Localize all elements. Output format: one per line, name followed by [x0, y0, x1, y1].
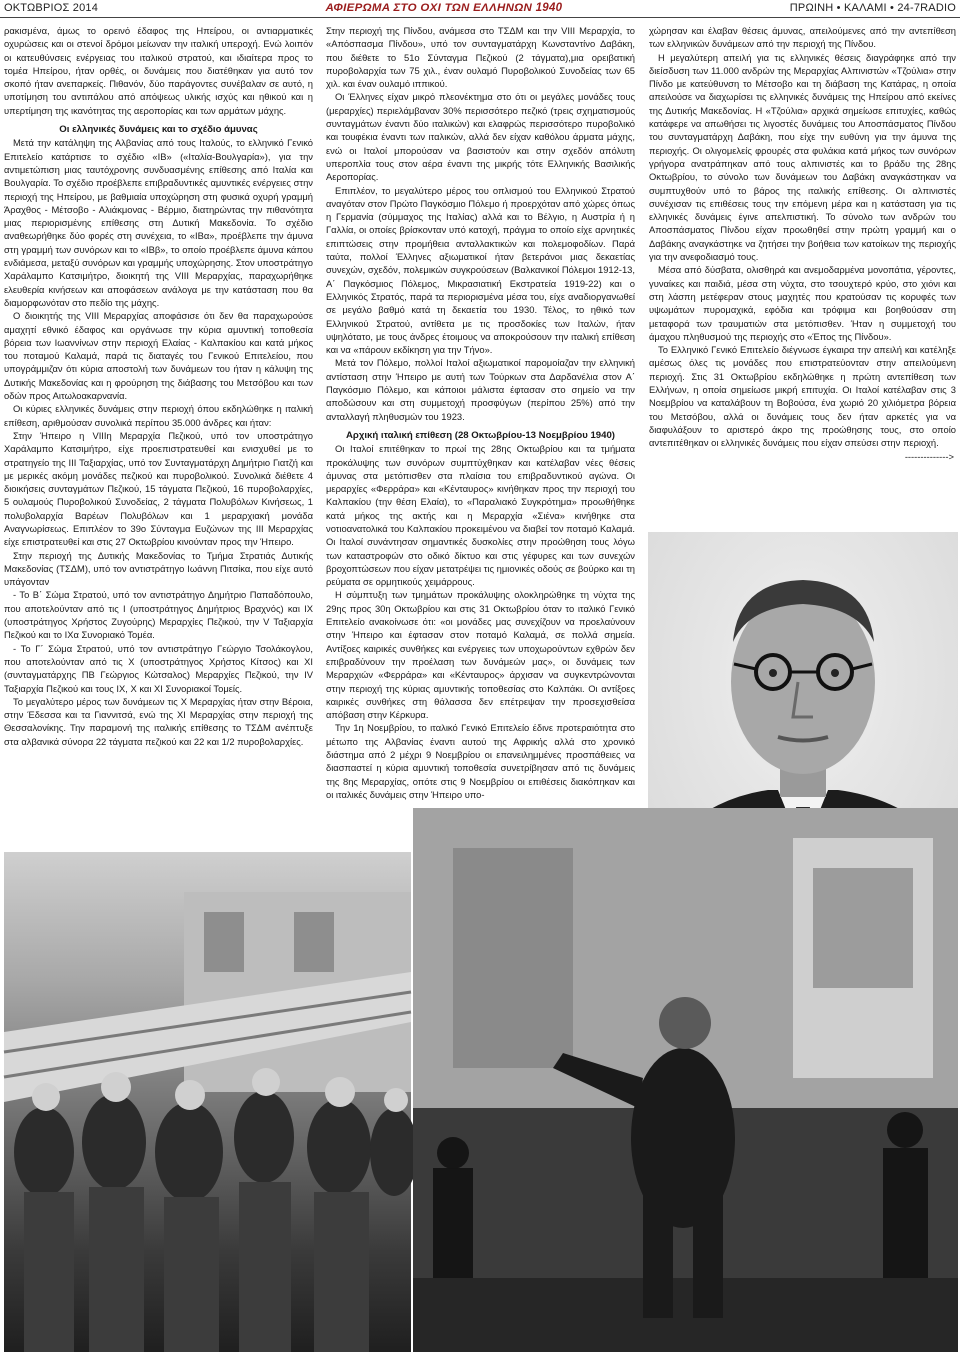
paragraph: Μέσα από δύσβατα, ολισθηρά και ανεμοδαρμένα μονοπάτια, γέροντες, γυναίκες και παιδιά, μέσα στη νύχτα, στο τσουχτερό κρύο, στο χιόνι και στη λάσπη μετέφεραν στους μαχητές που κρατούσαν τις κορυφές των υψωμάτων πυρομαχικά, εφόδια και τρόφιμα και βοηθούσαν στη μεταφορά των τραυματιών στα μετόπισθεν. Ήταν η συμμετοχή του άμαχου πληθυσμού της περιοχής στο «Έπος της Πίνδου».: [649, 264, 956, 342]
paragraph: Στην περιοχή της Πίνδου, ανάμεσα στο ΤΣΔΜ και την VIII Μεραρχία, το «Απόσπασμα Πίνδου», υπό τον συνταγματάρχη Κωνσταντίνο Δαβάκη, που διέθετε το 51ο Σύνταγμα Πεζικού (2 τάγματα),μια ορειβατική πυροβολαρχία των 75 χιλ., έναν ουλαμό Πυροβολικού Συνοδείας των 65 χιλ. και έναν ουλαμό ιππικού.: [326, 25, 635, 90]
paragraph: ρακισμένα, άμως το ορεινό έδαφος της Ηπείρου, οι αντιαρματικές οχυρώσεις και οι στενοί δρόμοι μείωναν την ιταλική υπεροχή. Ενώ λοιπόν οι κατευθύνσεις ενέργειας του ιταλικού στρατού, και ιδιαίτερα προς το τομέα Ηπείρου, ήταν ορθές, οι δυνάμεις που διατέθηκαν για αυτό τον σκοπό ήταν ανεπαρκείς. Πιθανόν, δύο παράγοντες συνέβαλαν σε αυτό, η υποτίμηση του αντιπάλου από απόψεως υλικής ισχύς και ηθικού και η υπερτίμηση της ικανότητας της αεροπορίας και των αρμάτων μάχης.: [4, 25, 313, 116]
section-heading: Αρχική ιταλική επίθεση (28 Οκτωβρίου-13 Νοεμβρίου 1940): [346, 429, 615, 441]
paragraph: Το μεγαλύτερο μέρος των δυνάμεων τις Χ Μεραρχίας ήταν στην Βέροια, στην Έδεσσα και τα Γιαννιτσά, ενώ της ΧΙ Μεραρχίας στην περιοχή της Θεσσαλονίκης. Την παραμονή της ιταλικής επίθεσης το ΤΣΔΜ ανέπτυξε στα αλβανικά σύνορα 22 τάγματα πεζικού και 22 και 1/2 πυροβολαρχίες.: [4, 695, 313, 747]
paragraph: Μετά τον Πόλεμο, πολλοί Ιταλοί αξιωματικοί παρομοίαζαν την ελληνική αντίσταση στην Ήπειρο με αυτή των Τούρκων στα Δαρδανέλια στον Α΄ Παγκόσμιο Πόλεμο, και κάποιοι μάλιστα έφτασαν στο σημείο να την αποδώσουν και στη συμμετοχή προσφύγων (περίπου 25%) από την ανταλλαγή πληθυσμών του 1923.: [326, 357, 635, 422]
paragraph: Οι Έλληνες είχαν μικρό πλεονέκτημα στο ότι οι μεγάλες μονάδες τους (μεραρχίες) περιελάμβαναν 30% περισσότερο πεζικό (τρεις σχηματισμούς συνταγμάτων έναντι δύο ιταλικών) και ελαφρώς περισσότερο πυροβολικό και τουφέκια έναντι των ιταλικών, αλλά δεν είχαν καθόλου άρματα μάχης, ενώ οι Ιταλοί μπορούσαν να βασιστούν και στην σχεδόν απόλυτη υπεροπλία τους στον αέρα έναντι της μικρής τότε Ελληνικής Βασιλικής Αεροπορίας.: [326, 91, 635, 183]
paragraph: Οι Ιταλοί επιτέθηκαν το πρωί της 28ης Οκτωβρίου και τα τμήματα προκάλυψης των συνόρων συμπτύχθηκαν και κατέλαβαν νέες θέσεις άμυνας στα μετόπισθεν στα πλαίσια του επιβραδυντικού αγώνα. Οι μεραρχίες «Φερράρα» και «Κένταυρος» κινήθηκαν προς την περιοχή του Καλπακίου (την θέση Ελαία), το «Παραλιακό Συγκρότημα» προωθήθηκε κατά μήκος της ακτής και η Μεραρχία «Σιένα» κινήθηκε στα νοτιοανατολικά του Καλπακίου προκειμένου να διαβεί τον ποταμό Καλαμά. Οι Ιταλοί συνάντησαν σημαντικές δυσκολίες στην προώθηση τους λόγω των καταστροφών στο οδικό δίκτυο και στις γέφυρες και των συνεχών βροχοπτώσεων που είχαν μετατρέψει τις ημιονικές οδούς σε βούρκο και τη ρεύματα σε ορμητικούς χειμάρρους.: [326, 443, 635, 588]
paragraph: Στην Ήπειρο η VIIIη Μεραρχία Πεζικού, υπό τον υποστράτηγο Χαράλαμπο Κατσιμήτρο, είχε προεπιστρατευθεί και ενισχυθεί με το στρατηγείο της ΙΙΙ Ταξιαρχίας, υπό τον Συνταγματάρχη Δημήτριο Γιατζή και με μερικές ακόμη μονάδες πεζικού και πυροβολικού. Συνολικά διέθετε 4 διοικήσεις συνταγμάτων Πεζικού, 15 τάγματα Πεζικού, 16 πυροβολαρχίες, 5 ουλαμούς Πυροβολικού Συνοδείας, 2 τάγματα Πολυβόλων Κινήσεως, 1 πολυβολαρχία Βαρέων Πολυβόλων και 1 μεραρχιακή μονάδα Αναγνωρίσεως. Επιπλέον το 39ο Σύνταγμα Ευζώνων της ΙΙΙ Μεραρχίας είχε επιστρατευθεί και στις 27 Οκτωβρίου κινούνταν προς την Ήπειρο.: [4, 429, 313, 548]
paragraph: χώρησαν και έλαβαν θέσεις άμυνας, απειλούμενες από την αντεπίθεση των ελληνικών δυνάμεων από την περιοχή της Πίνδου.: [649, 25, 956, 50]
soldiers-photo: [4, 852, 411, 1352]
speech-photo: [413, 808, 958, 1352]
issue-date: ΟΚΤΩΒΡΙΟΣ 2014: [4, 1, 99, 14]
article-column-2: [326, 24, 635, 800]
paragraph: Στην περιοχή της Δυτικής Μακεδονίας το Τμήμα Στρατιάς Δυτικής Μακεδονίας (ΤΣΔΜ), υπό τον αντιστράτηγο Ιωάννη Πιτσίκα, που είχε αυτό υπάγονταν: [4, 549, 313, 588]
paragraph: Η σύμπτυξη των τμημάτων προκάλυψης ολοκληρώθηκε τη νύχτα της 29ης προς 30η Οκτωβρίου και στις 31 Οκτωβρίου όταν το ιταλικό Γενικό Επιτελείο ανακοίνωσε ότι: «οι μονάδες μας συνεχίζουν να προελαύνουν στην Ήπειρο και έφτασαν στον ποταμό Καλαμά, σε πολλά σημεία. Αντίξοες καιρικές συνθήκες και ενέργειες των υποχωρούντων εχθρών δεν επιβραδύνουν την προέλαση των δυνάμεών μας», οι δυνάμεις των Μεραρχιών «Φερράρα» και «Κένταυρος» άρχισαν να συγκεντρώνονται στην περιοχή της κύριας αμυντικής τοποθεσίας στο Καλπάκι. Οι αντίξοες καιρικές συνθήκες στη θάλασσα δεν επέτρεψαν την προσεχισθείσα απόβαση στην Κέρκυρα.: [326, 589, 635, 721]
speech-illustration: [413, 808, 958, 1352]
publication-name: ΠΡΩΙΝΗ • ΚΑΛΑΜΙ • 24-7RADIO: [789, 1, 956, 14]
article-column-3: [649, 24, 956, 534]
soldiers-illustration: [4, 852, 411, 1352]
paragraph: Οι κύριες ελληνικές δυνάμεις στην περιοχή όπου εκδηλώθηκε η ιταλική επίθεση, αριθμούσαν συνολικά περίπου 35.000 άνδρες και ήταν:: [4, 403, 313, 428]
continuation-arrow: -------------->: [904, 450, 954, 462]
paragraph: Ο διοικητής της VIII Μεραρχίας αποφάσισε ότι δεν θα παραχωρούσε αμαχητί εθνικό έδαφος και οργάνωσε την κύρια αμυντική τοποθεσία βόρεια των Ιωαννίνων στην περιοχή Ελαίας - Καλπακίου και κατά μήκος του ποταμού Καλαμά, παρά τις διαταγές του Γενικού Επιτελείου, που υπογράμμιζαν ότι κύρια αποστολή των δυνάμεων του ήταν η κάλυψη της Δυτικής Μακεδονίας και η φρούρηση της διάβασης του Μετσόβου και των οδών προς Αιτωλοακαρνανία.: [4, 310, 313, 402]
article-column-1: [4, 24, 313, 864]
section-title: ΑΦΙΕΡΩΜΑ ΣΤΟ ΟΧΙ ΤΩΝ ΕΛΛΗΝΩΝ 1940: [325, 1, 563, 14]
section-heading: Οι ελληνικές δυνάμεις και το σχέδιο άμυνας: [59, 124, 258, 136]
paragraph: - Το Γ΄ Σώμα Στρατού, υπό τον αντιστράτηγο Γεώργιο Τσολάκογλου, που αποτελούνταν από τις Χ (υποστράτηγος Χρήστος Κίτσος) και ΧΙ (συνταγματάρχης ΠΒ Γεώργιος Κώτσαλος) Μεραρχίες Πεζικού, την IV Ταξιαρχία Πεζικού και τους ΙΧ, Χ και ΧΙ Συνοριακοί Τομείς.: [4, 642, 313, 694]
paragraph: Το Ελληνικό Γενικό Επιτελείο διέγνωσε έγκαιρα την απειλή και κατέληξε αμέσως όλες τις μονάδες που επιστρατεύονταν στην απειλούμενη περιοχή. Στις 31 Οκτωβρίου εκδηλώθηκε η πρώτη αντεπίθεση των Ελλήνων, η οποία σημείωσε μικρή επιτυχία. Οι Ιταλοί κατέλαβαν στις 3 Νοεμβρίου να καταλάβουν τη Βοβούσα, ένα χωριό 20 χιλιόμετρα βόρεια του Μετσόβου, αλλά οι δυνάμεις τους δεν ήταν αρκετές για να διαφυλάξουν το αριστερό άκρο της προώθησης τους, στο οποίο αντεπιτέθηκαν οι ελληνικές δυνάμεις που είχαν σπεύσει στην περιοχή.: [649, 344, 956, 449]
page-header: [0, 0, 960, 18]
paragraph: Η μεγαλύτερη απειλή για τις ελληνικές θέσεις διαγράφηκε από την διείσδυση των 11.000 ανδρών της Μεραρχίας Αλπινιστών «Τζούλια» στην Πίνδο με κατεύθυνση το Μέτσοβο και τη διάβαση της Κατάρας, η οποία απειλούσε να διαχωρίσει τις ελληνικές δυνάμεις της Ηπείρου από εκείνες της Δυτικής Μακεδονίας. Η «Τζούλια» αρχικά σημείωσε επιτυχίες, καθώς κατάφερε να απωθήσει τις λιγοστές δυνάμεις του Αποσπάσματος Πίνδου του συνταγματάρχη Δαβάκη, που είχε την ευθύνη για την άμυνα της περιοχής. Οι ολιγομελείς φρουρές στα φυλάκια κατά μήκος των συνόρων γρήγορα ανατράπηκαν από τους αλπινιστές και το βράδυ της 28ης Οκτωβρίου, το σύνολο των δυνάμεων του Δαβάκη αναγκάστηκαν να συμπτυχθούν υπό το βάρος της ιταλικής επίθεσης. Οι αλπινιστές συνέχισαν τις επιθέσεις τους την επόμενη μέρα και η κατάσταση για τις ελληνικές δυνάμεις έγινε απελπιστική. Το σύνολο των ανδρών του Αποσπάσματος Πίνδου είχαν προωθηθεί στην πρώτη γραμμή και ο Δαβάκης αναγκάστηκε να ζητήσει την βοήθεια των κατοίκων της περιοχής για την ανεφοδιασμό τους.: [649, 51, 956, 263]
paragraph: Επιπλέον, το μεγαλύτερο μέρος του οπλισμού του Ελληνικού Στρατού αναγόταν στον Πρώτο Παγκόσμιο Πόλεμο ή προερχόταν από χώρες όπως η Γερμανία (σύμμαχος της Ιταλίας) αλλά και το Βέλγιο, η Αυστρία ή η Γαλλία, οι οποίες βρίσκονταν υπό κατοχή, πράγμα το οποίο είχε αρνητικές επιπτώσεις στην προμήθεια ανταλλακτικών και πολεμοφοδίων. Παρά ταύτα, πολλοί Έλληνες αξιωματικοί ήταν βετεράνοι μιας δεκαετίας συνεχών, σχεδόν, πολεμικών συγκρούσεων (Βαλκανικοί Πόλεμοι 1912-13, Α΄ Παγκόσμιος Πόλεμος, Μικρασιατική Εκστρατεία 1919-22) και ο Ελληνικός Στρατός, παρά τα περιορισμένα μέσα του, είχε αναδιοργανωθεί σε μεγάλο βαθμό κατά τη δεκαετία του 1930. Τέλος, το ηθικό των Ελληνικού Στρατού, αντίθετα με τις προσδοκίες των Ιταλών, ήταν υψηλότατο, με τους άνδρες έτοιμους να αποκρούσουν την ιταλική επίθεση και να «πάρουν εκδίκηση για την Τήνο».: [326, 184, 635, 356]
paragraph: Την 1η Νοεμβρίου, το ιταλικό Γενικό Επιτελείο έδινε προτεραιότητα στο μέτωπο της Αλβανίας έναντι αυτού της Αφρικής αλλά στο χρονικό διάστημα από 2 μέχρι 9 Νοεμβρίου οι επανειλημμένες προσπάθειες να διασπαστεί η κύρια αμυντική τοποθεσία συνετρίβησαν από τις δυνάμεις της 8ης Μεραρχίας, οπότε στις 9 Νοεμβρίου οι επιθέσεις διακόπηκαν και οι ιταλικές δυνάμεις στην Ήπειρο υπο-: [326, 722, 635, 800]
paragraph: Μετά την κατάληψη της Αλβανίας από τους Ιταλούς, το ελληνικό Γενικό Επιτελείο κατάρτισε το σχέδιο «ΙΒ» («Ιταλία-Βουλγαρία»), για την αντιμετώπιση μιας ταυτόχρονης συνδυασμένης επίθεσης από Ιταλία και Βουλγαρία. Το σχέδιο προέβλεπε επιβραδυντικές αμυντικές ενέργειες στην περιοχή της Ηπείρου, με βαθμιαία υποχώρηση στη φυσικά οχυρή γραμμή Άραχθος - Μέτσοβο - Αλιάκμονας - Βέρμιο, διατηρώντας την πιθανότητα μιας περιορισμένης επίθεσης στη Δυτική Μακεδονία. Το σχέδιο αναθεωρήθηκε δύο φορές στη συνέχεια, το «ΙΒα», προέβλεπε την άμυνα στη γραμμή των συνόρων και το «ΙΒβ», το οποίο προέβλεπε άμυνα κάπου ενδιάμεσα, μεταξύ συνόρων και γραμμής υποχώρησης. Στον υποστράτηγο Χαράλαμπο Κατσιμήτρο, διοικητή της VIII Μεραρχίας, παραχωρήθηκε ελευθερία κινήσεων και αποφάσεων ανάλογα με την κατάσταση που θα διαμορφωνόταν στο πεδίο της μάχης.: [4, 137, 313, 308]
paragraph: - Το Β΄ Σώμα Στρατού, υπό τον αντιστράτηγο Δημήτριο Παπαδόπουλο, που αποτελούνταν από τις Ι (υποστράτηγος Δημήτριος Βραχνός) και ΙΧ (υποστράτηγος Χρήστος Ζυγούρης) Μεραρχίες Πεζικού, την V Ταξιαρχία Πεζικού και το ΙΧα Συνοριακό Τομέα.: [4, 589, 313, 641]
